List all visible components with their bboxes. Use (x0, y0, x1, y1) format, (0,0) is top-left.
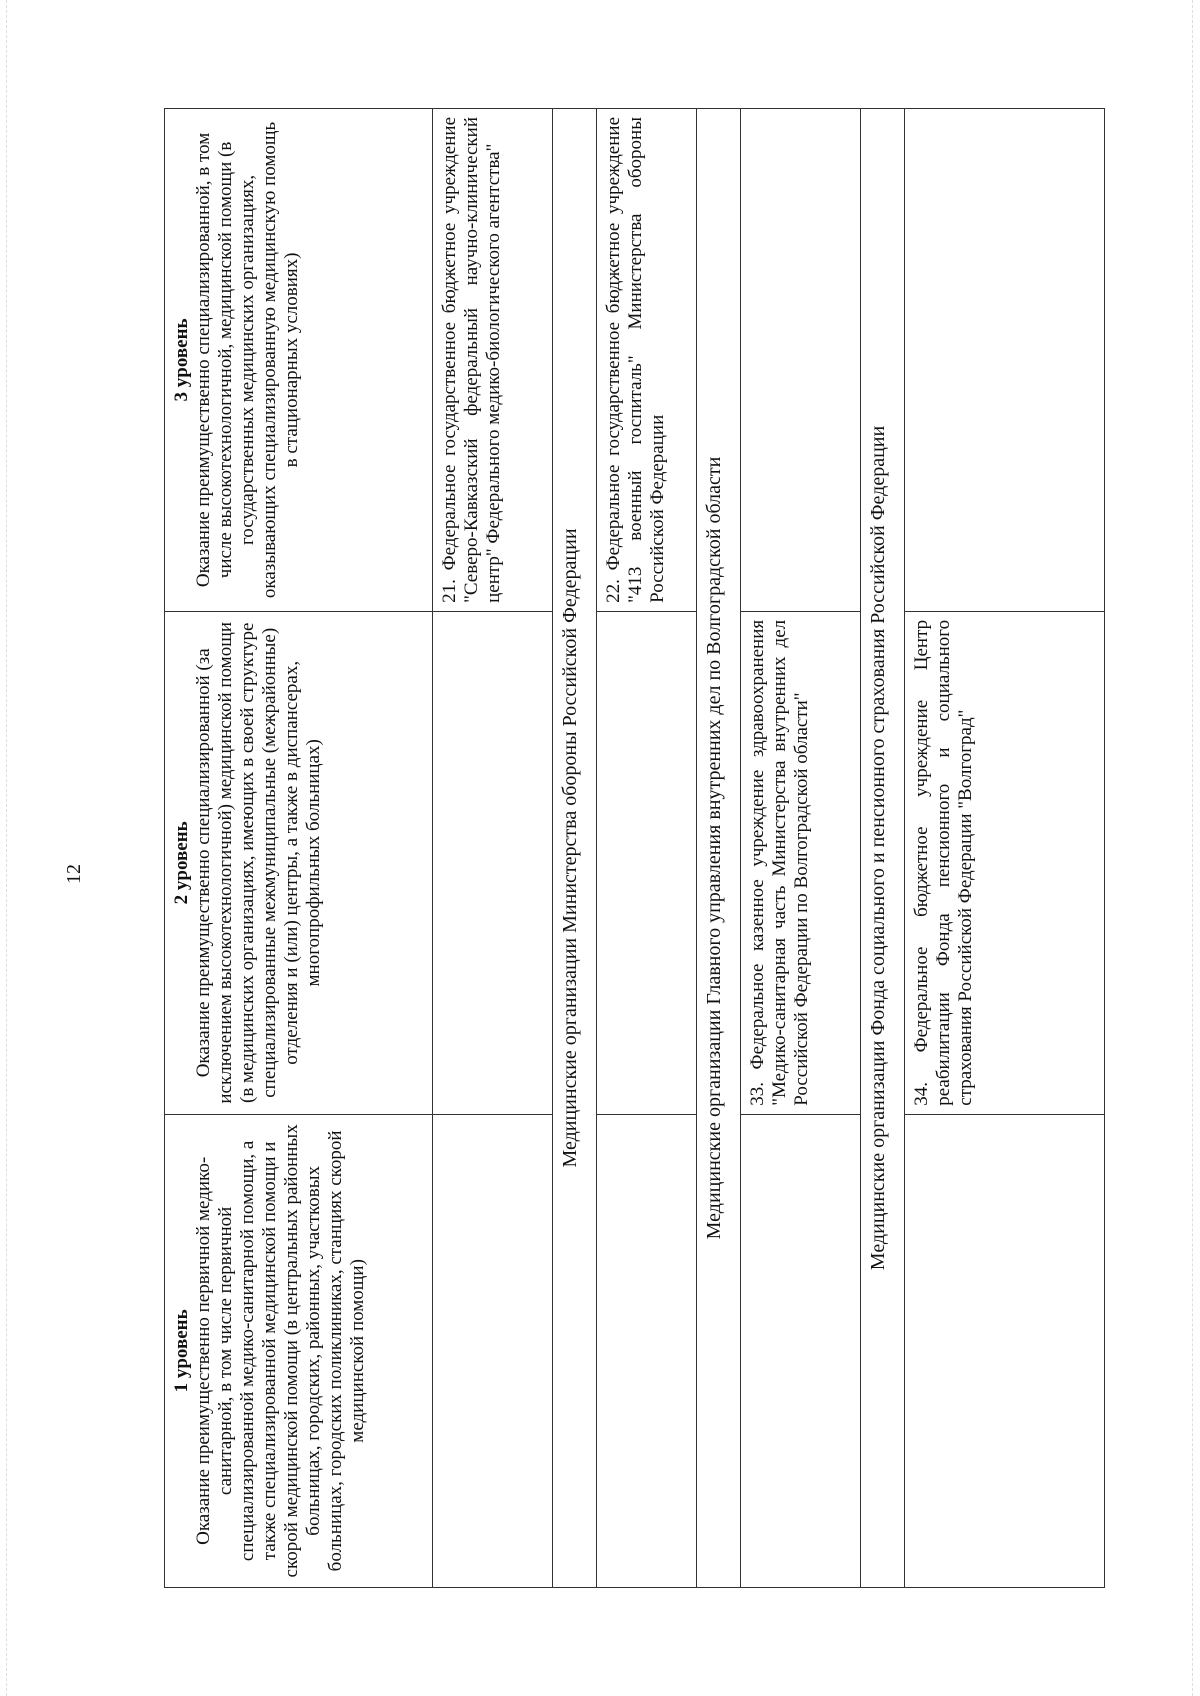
section-fund-title: Медицинские организации Фонда социального и пенсионного страхования Российской Федерации (861, 109, 905, 1588)
section-row-fund (861, 109, 905, 1588)
header-level-3-title: 3 уровень (171, 318, 192, 402)
table-row (905, 109, 1105, 1588)
header-level-2 (165, 611, 433, 1114)
table-row (433, 109, 553, 1588)
cell-row34-level2: 34. Федеральное бюджетное учреждение Центр реабилитации Фонда пенсионного и социального страхования Российской Федерации "Волгоград" (905, 611, 1105, 1114)
cell-row22-level1 (597, 1114, 697, 1587)
section-interior-title: Медицинские организации Главного управления внутренних дел по Волгоградской области (697, 109, 741, 1588)
header-level-2-text: Оказание преимущественно специализированной (за исключением высокотехнологичной) медицинской помощи (в медицинских организациях, имеющих в своей структуре специализированные межмуниципальные (межрайонные) отделения и (или) центры, а также в диспансерах, многопрофильных больницах) (193, 622, 324, 1104)
scan-edge-left (6, 0, 8, 1696)
cell-row21-level3: 21. Федеральное государственное бюджетное учреждение "Северо-Кавказский федеральный научно-клинический центр" Федерального медико-биологического агентства" (433, 109, 553, 612)
rotated-page-content (164, 108, 1104, 1588)
header-level-3-text: Оказание преимущественно специализированной, в том числе высокотехнологичной, медицинской помощи (в государственных медицинских организациях, оказывающих специализированную медицинскую помощь в стационарных условиях) (193, 121, 302, 599)
cell-row33-level2: 33. Федеральное казенное учреждение здравоохранения "Медико-санитарная часть Министерства внутренних дел Российской Федерации по Волгоградской области" (741, 611, 861, 1114)
section-row-defense (553, 109, 597, 1588)
cell-row34-level3 (905, 109, 1105, 612)
page-number: 12 (63, 864, 85, 884)
header-level-1-title: 1 уровень (171, 1309, 192, 1393)
cell-row21-level2 (433, 611, 553, 1114)
cell-row22-level3: 22. Федеральное государственное бюджетное учреждение "413 военный госпиталь" Министерства обороны Российской Федерации (597, 109, 697, 612)
header-level-1 (165, 1114, 433, 1587)
cell-row33-level3 (741, 109, 861, 612)
cell-row22-level2 (597, 611, 697, 1114)
section-row-interior (697, 109, 741, 1588)
table-header-row (165, 109, 433, 1588)
cell-row21-level1 (433, 1114, 553, 1587)
header-level-3 (165, 109, 433, 612)
cell-row34-level1 (905, 1114, 1105, 1587)
table-row (741, 109, 861, 1588)
header-level-2-title: 2 уровень (171, 821, 192, 905)
medical-organizations-table (164, 108, 1105, 1588)
section-defense-title: Медицинские организации Министерства обороны Российской Федерации (553, 109, 597, 1588)
cell-row33-level1 (741, 1114, 861, 1587)
table-row (597, 109, 697, 1588)
header-level-1-text: Оказание преимущественно первичной медико-санитарной, в том числе первичной специализированной медико-санитарной помощи, а также специализированной медицинской помощи и скорой медицинской помощи (в центральных районных больницах, городских, районных, участковых больницах, городских поликлиниках, станциях скорой медицинской помощи) (193, 1124, 368, 1578)
scan-edge-right (1192, 0, 1194, 1696)
